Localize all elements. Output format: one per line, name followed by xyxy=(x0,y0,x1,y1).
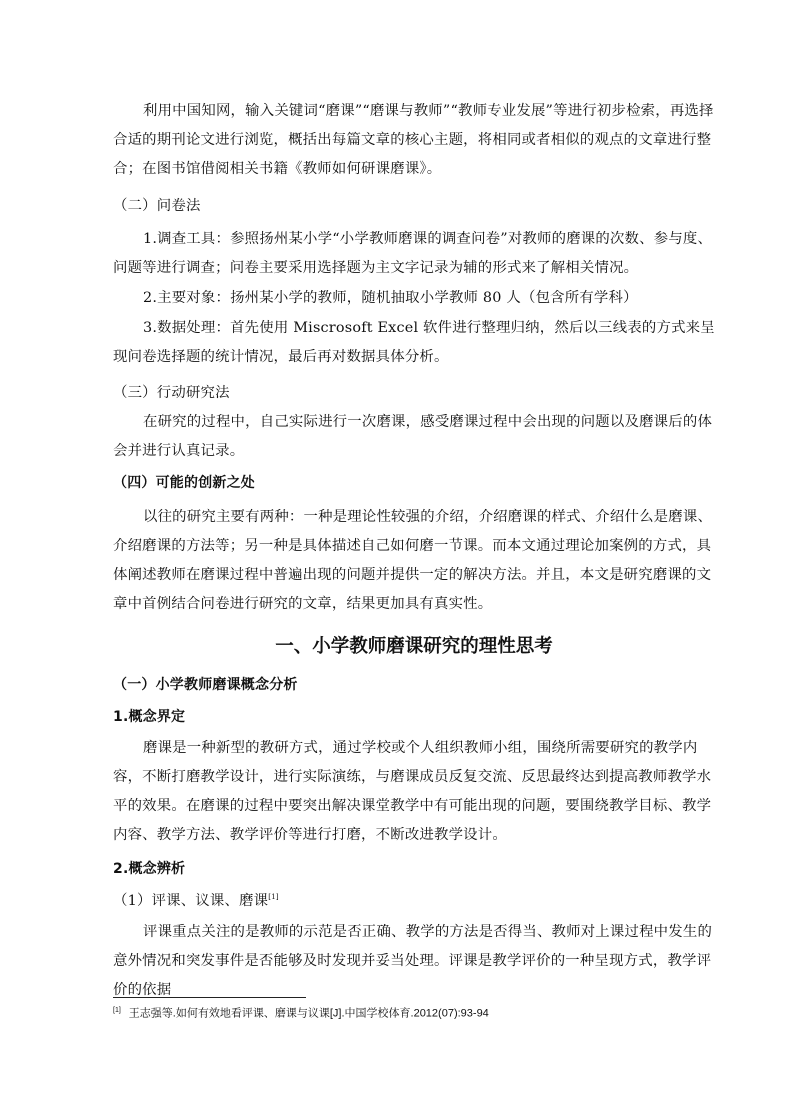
citation-marker[interactable]: [1] xyxy=(268,893,279,902)
footnote-text: 王志强等.如何有效地看评课、磨课与议课[J].中国学校体育.2012(07):93-94 xyxy=(128,1007,489,1020)
subheading-text: （1）评课、议课、磨课 xyxy=(113,893,269,909)
paragraph-evaluation: 评课重点关注的是教师的示范是否正确、教学的方法是否得当、教师对上课过程中发生的意外情况和突发事件是否能够及时发现并妥当处理。评课是教学评价的一种呈现方式，教学评价的依据 xyxy=(113,924,713,998)
footnote xyxy=(113,1004,715,1021)
footnote-divider xyxy=(113,997,306,998)
paragraph-survey-tool: 1.调查工具：参照扬州某小学“小学教师磨课的调查问卷”对教师的磨课的次数、参与度、问题等进行调查；问卷主要采用选择题为主文字记录为辅的形式来了解相关情况。 xyxy=(113,231,713,276)
footnote-marker: [1] xyxy=(113,1007,121,1014)
heading-concept-definition: 1.概念界定 xyxy=(113,709,186,725)
heading-evaluation-discussion-polishing xyxy=(113,887,715,916)
heading-action-research: （三）行动研究法 xyxy=(113,385,230,401)
paragraph-literature: 利用中国知网，输入关键词“磨课”“磨课与教师”“教师专业发展”等进行初步检索，再选择合适的期刊论文进行浏览，概括出每篇文章的核心主题，将相同或者相似的观点的文章进行整合；在图书馆借阅相关书籍《教师如何研课磨课》。 xyxy=(113,103,714,177)
paragraph-data-processing: 3.数据处理：首先使用 Miscrosoft Excel 软件进行整理归纳，然后以三线表的方式来呈现问卷选择题的统计情况，最后再对数据具体分析。 xyxy=(113,320,715,365)
paragraph-survey-subjects: 2.主要对象：扬州某小学的教师，随机抽取小学教师 80 人（包含所有学科） xyxy=(143,290,638,306)
heading-concept-analysis: （一）小学教师磨课概念分析 xyxy=(113,677,298,693)
paragraph-action-research: 在研究的过程中，自己实际进行一次磨课，感受磨课过程中会出现的问题以及磨课后的体会并进行认真记录。 xyxy=(113,414,713,459)
chapter-title: 一、小学教师磨课研究的理性思考 xyxy=(275,636,553,657)
heading-innovation: （四）可能的创新之处 xyxy=(113,475,255,491)
paragraph-concept-definition: 磨课是一种新型的教研方式，通过学校或个人组织教师小组，围绕所需要研究的教学内容，不断打磨教学设计，进行实际演练，与磨课成员反复交流、反思最终达到提高教师教学水平的效果。在磨课的过程中要突出解决课堂教学中有可能出现的问题，要围绕教学目标、教学内容、教学方法、教学评价等进行打磨，不断改进教学设计。 xyxy=(113,740,712,843)
heading-concept-analysis-2: 2.概念辨析 xyxy=(113,861,186,877)
paragraph-innovation: 以往的研究主要有两种：一种是理论性较强的介绍，介绍磨课的样式、介绍什么是磨课、介绍磨课的方法等；另一种是具体描述自己如何磨一节课。而本文通过理论加案例的方式，具体阐述教师在磨课过程中普遍出现的问题并提供一定的解决方法。并且，本文是研究磨课的文章中首例结合问卷进行研究的文章，结果更加具有真实性。 xyxy=(113,509,713,612)
heading-questionnaire-method: （二）问卷法 xyxy=(113,198,201,214)
